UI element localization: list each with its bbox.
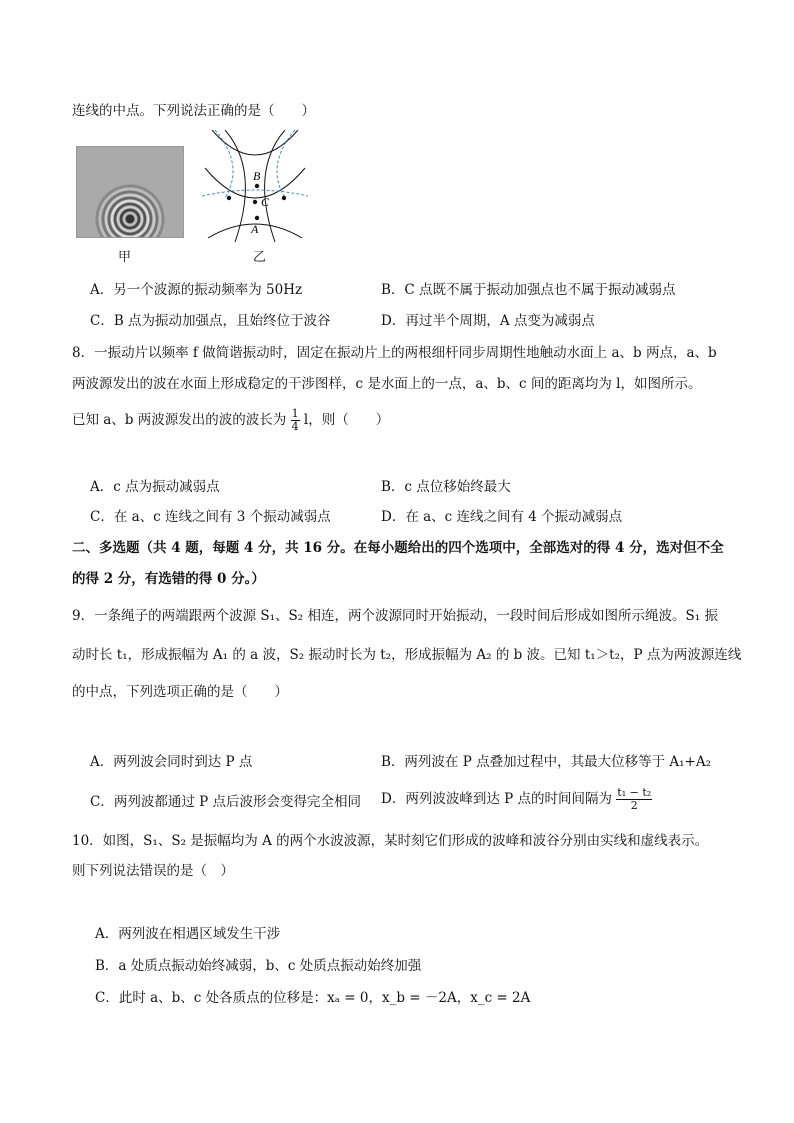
right-node-dot [282,196,286,200]
trough-line-right [277,130,295,198]
trough-line-horizontal [202,190,308,196]
q7-option-d: D．再过半个周期，A 点变为减弱点 [381,313,595,329]
q8-option-c: C．在 a、c 连线之间有 3 个振动减弱点 [90,509,331,525]
q7-option-a: A．另一个波源的振动频率为 50Hz [90,282,303,298]
point-c-label: C [261,195,270,209]
q9-option-d [381,787,652,812]
q8-stem-line3 [72,408,389,433]
q8-stem-line3-post: l，则（ ） [303,412,390,428]
point-c-dot [253,200,257,204]
q9-stem-line2: 动时长 t₁，形成振幅为 A₁ 的 a 波，S₂ 振动时长为 t₂，形成振幅为 A₂ 的 b 波。已知 t₁＞t₂，P 点为两波源连线 [72,647,742,663]
q8-stem-line2: 两波源发出的波在水面上形成稳定的干涉图样，c 是水面上的一点，a、b、c 间的距离均为 l，如图所示。 [72,376,702,392]
q8-option-a: A．c 点为振动减弱点 [90,479,220,495]
fraction-denominator: 2 [630,799,638,812]
section2-header-line2: 的得 2 分，有选错的得 0 分。） [72,571,265,587]
left-node-dot [227,196,231,200]
interference-diagram [200,130,310,245]
figure-label-jia: 甲 [118,250,132,265]
interference-photo [76,146,184,238]
point-b-label: B [253,169,261,183]
trough-line-left [215,130,233,198]
wavelength-fraction [291,408,300,433]
figure-label-yi: 乙 [253,250,267,265]
q9-stem-line1: 9．一条绳子的两端跟两个波源 S₁、S₂ 相连，两个波源同时开始振动，一段时间后形成如图所示绳波。S₁ 振 [72,608,718,624]
q10-option-b: B．a 处质点振动始终减弱，b、c 处质点振动始终加强 [95,958,422,974]
fraction-denominator: 4 [291,420,299,433]
q10-stem-line2: 则下列说法错误的是（ ） [72,863,234,879]
q8-option-d: D．在 a、c 连线之间有 4 个振动减弱点 [381,509,623,525]
q8-stem-line1: 8．一振动片以频率 f 做简谐振动时，固定在振动片上的两根细杆同步周期性地触动水面上 a、b 两点，a、b [72,345,717,361]
q7-option-c: C．B 点为振动加强点，且始终位于波谷 [90,313,331,329]
point-b-dot [255,184,259,188]
time-interval-fraction [616,787,652,812]
point-a-label: A [251,222,259,236]
q8-stem-line3-pre: 已知 a、b 两波源发出的波的波长为 [72,412,287,428]
fraction-numerator: 1 [291,407,299,420]
q7-option-b: B．C 点既不属于振动加强点也不属于振动减弱点 [381,282,676,298]
point-a-dot [255,216,259,220]
q8-option-b: B．c 点位移始终最大 [381,479,511,495]
q10-stem-line1: 10．如图，S₁、S₂ 是振幅均为 A 的两个水波波源，某时刻它们形成的波峰和波谷分别由实线和虚线表示。 [72,833,709,849]
q9-option-c: C．两列波都通过 P 点后波形会变得完全相同 [90,794,361,810]
fraction-numerator: t₁ − t₂ [617,786,652,799]
q10-option-c: C．此时 a、b、c 处各质点的位移是：xₐ = 0，x_b = －2A，x_c = 2A [95,990,531,1006]
section2-header-line1: 二、多选题（共 4 题，每题 4 分，共 16 分。在每小题给出的四个选项中，全部选对的得 4 分，选对但不全 [72,540,724,556]
q10-option-a: A．两列波在相遇区域发生干涉 [95,926,281,942]
q9-option-a: A．两列波会同时到达 P 点 [90,754,253,770]
q9-option-d-pre: D．两列波波峰到达 P 点的时间间隔为 [381,791,612,807]
crest-line-top [212,130,298,155]
intro-line: 连线的中点。下列说法正确的是（ ） [72,103,315,119]
q9-option-b: B．两列波在 P 点叠加过程中，其最大位移等于 A₁+A₂ [381,754,712,770]
q9-stem-line3: 的中点，下列选项正确的是（ ） [72,684,288,700]
